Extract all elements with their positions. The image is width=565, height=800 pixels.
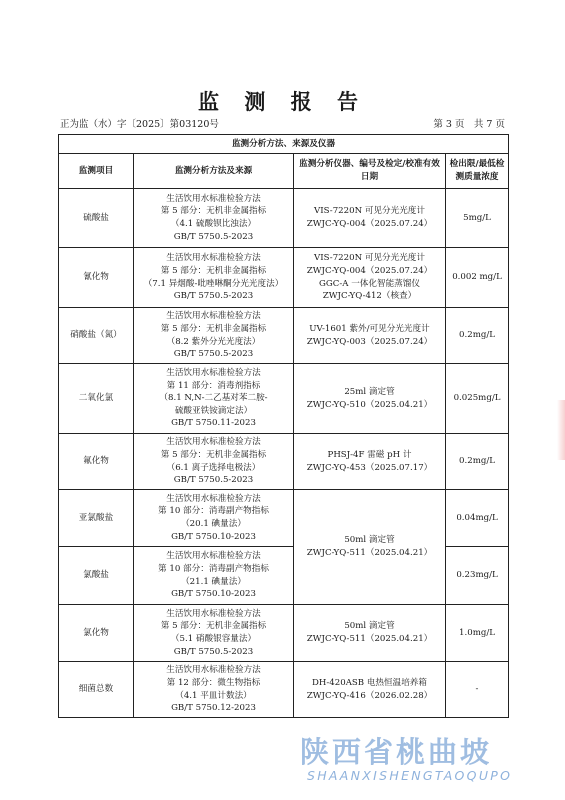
cell-method xyxy=(134,189,294,248)
method-line: 第 5 部分：无机非金属指标 xyxy=(160,323,267,334)
watermark-pinyin: SHAANXISHENGTAOQUPO xyxy=(307,768,513,783)
table-row xyxy=(59,490,509,547)
cell-instrument xyxy=(294,605,446,662)
header-item: 监测项目 xyxy=(59,154,134,189)
table-row xyxy=(59,434,509,490)
instrument-line: VIS-7220N 可见分光光度计 xyxy=(314,253,425,264)
table-row xyxy=(59,189,509,248)
cell-item: 氟化物 xyxy=(59,434,134,490)
method-line: GB/T 5750.5-2023 xyxy=(173,475,254,486)
cell-item: 氰化物 xyxy=(59,248,134,308)
method-line: 第 5 部分：无机非金属指标 xyxy=(160,621,267,632)
cell-method xyxy=(134,434,294,490)
header-instrument: 监测分析仪器、编号及检定/校准有效日期 xyxy=(294,154,446,189)
cell-limit: - xyxy=(446,662,509,718)
cell-instrument xyxy=(294,308,446,364)
cell-instrument xyxy=(294,364,446,434)
instrument-line: ZWJC-YQ-416（2026.02.28） xyxy=(306,690,433,701)
method-line: 第 11 部分：消毒剂指标 xyxy=(166,380,261,391)
instrument-line: UV-1601 紫外/可见分光光度计 xyxy=(309,323,430,334)
method-line: 生活饮用水标准检验方法 xyxy=(166,608,261,619)
table-row xyxy=(59,248,509,308)
cell-limit: 0.2mg/L xyxy=(446,434,509,490)
cell-instrument xyxy=(294,662,446,718)
cell-method xyxy=(134,364,294,434)
table-row xyxy=(59,364,509,434)
cell-item: 二氧化氯 xyxy=(59,364,134,434)
cell-limit: 0.025mg/L xyxy=(446,364,509,434)
method-line: 第 5 部分：无机非金属指标 xyxy=(160,206,267,217)
method-line: （21.1 碘量法） xyxy=(181,576,246,587)
document-number: 正为监（水）字〔2025〕第03120号 xyxy=(60,119,219,130)
method-line: 生活饮用水标准检验方法 xyxy=(166,437,261,448)
cell-item: 亚氯酸盐 xyxy=(59,490,134,547)
table-caption: 监测分析方法、来源及仪器 xyxy=(59,135,509,154)
cell-item: 硝酸盐（氮） xyxy=(59,308,134,364)
instrument-line: GGC-A 一体化智能蒸馏仪 xyxy=(319,278,420,289)
cell-instrument-merged xyxy=(294,490,446,605)
method-line: GB/T 5750.10-2023 xyxy=(171,589,256,600)
cell-limit: 5mg/L xyxy=(446,189,509,248)
instrument-line: ZWJC-YQ-510（2025.04.21） xyxy=(306,399,433,410)
method-line: GB/T 5750.5-2023 xyxy=(173,646,254,657)
cell-limit: 1.0mg/L xyxy=(446,605,509,662)
instrument-line: ZWJC-YQ-511（2025.04.21） xyxy=(306,634,433,644)
method-line: GB/T 5750.11-2023 xyxy=(171,418,256,429)
method-line: GB/T 5750.5-2023 xyxy=(173,349,254,360)
instrument-line: ZWJC-YQ-003（2025.07.24） xyxy=(306,336,433,347)
cell-item: 硫酸盐 xyxy=(59,189,134,248)
header-limit: 检出限/最低检测质量浓度 xyxy=(446,154,509,189)
table-row xyxy=(59,308,509,364)
method-line: 第 10 部分：消毒副产物指标 xyxy=(158,506,269,517)
watermark-chinese: 陕西省桃曲坡 xyxy=(300,735,493,769)
method-line: 生活饮用水标准检验方法 xyxy=(166,665,261,676)
method-line: （4.1 硫酸钡比浊法） xyxy=(170,219,257,229)
method-line: 硫酸亚铁铵滴定法） xyxy=(174,405,253,416)
instrument-line: ZWJC-YQ-453（2025.07.17） xyxy=(306,462,433,473)
method-line: 生活饮用水标准检验方法 xyxy=(166,311,261,322)
instrument-line: ZWJC-YQ-412（核查） xyxy=(322,291,417,302)
instrument-line: DH-420ASB 电热恒温培养箱 xyxy=(312,677,427,688)
method-line: （8.1 N,N-二乙基对苯二胺- xyxy=(159,393,268,404)
instrument-line: ZWJC-YQ-004（2025.07.24） xyxy=(306,219,433,229)
cell-method xyxy=(134,547,294,605)
cell-method xyxy=(134,605,294,662)
cell-limit: 0.002 mg/L xyxy=(446,248,509,308)
cell-item: 细菌总数 xyxy=(59,662,134,718)
cell-method xyxy=(134,490,294,547)
method-line: （8.2 紫外分光光度法） xyxy=(166,336,261,347)
method-line: 第 10 部分：消毒副产物指标 xyxy=(158,563,269,574)
methods-table xyxy=(58,134,509,718)
method-line: GB/T 5750.12-2023 xyxy=(171,703,256,714)
seal-edge-mark xyxy=(557,400,565,460)
method-line: 生活饮用水标准检验方法 xyxy=(166,368,261,379)
instrument-line: ZWJC-YQ-511（2025.04.21） xyxy=(306,548,433,558)
table-header-row xyxy=(59,154,509,189)
method-line: GB/T 5750.10-2023 xyxy=(171,531,256,542)
method-line: GB/T 5750.5-2023 xyxy=(173,231,254,242)
report-title: 监 测 报 告 xyxy=(198,89,367,114)
method-line: （5.1 硝酸银容量法） xyxy=(170,634,257,644)
table-row xyxy=(59,605,509,662)
header-method: 监测分析方法及来源 xyxy=(134,154,294,189)
instrument-line: PHSJ-4F 雷磁 pH 计 xyxy=(327,449,412,460)
method-line: （20.1 碘量法） xyxy=(181,519,246,529)
instrument-line: 25ml 滴定管 xyxy=(344,386,395,397)
cell-method xyxy=(134,662,294,718)
cell-instrument xyxy=(294,248,446,308)
method-line: 第 12 部分：微生物指标 xyxy=(166,677,261,688)
cell-limit: 0.04mg/L xyxy=(446,490,509,547)
cell-instrument xyxy=(294,434,446,490)
page-indicator: 第 3 页 共 7 页 xyxy=(433,119,505,130)
method-line: 生活饮用水标准检验方法 xyxy=(166,493,261,504)
method-line: 生活饮用水标准检验方法 xyxy=(166,253,261,264)
cell-item: 氯化物 xyxy=(59,605,134,662)
method-line: 第 5 部分：无机非金属指标 xyxy=(160,449,267,460)
cell-method xyxy=(134,308,294,364)
cell-item: 氯酸盐 xyxy=(59,547,134,605)
method-line: GB/T 5750.5-2023 xyxy=(173,291,254,302)
instrument-line: VIS-7220N 可见分光光度计 xyxy=(314,206,425,217)
method-line: 第 5 部分：无机非金属指标 xyxy=(160,265,267,276)
method-line: 生活饮用水标准检验方法 xyxy=(166,193,261,204)
instrument-line: 50ml 滴定管 xyxy=(344,535,395,546)
cell-method xyxy=(134,248,294,308)
instrument-line: ZWJC-YQ-004（2025.07.24） xyxy=(306,265,433,276)
cell-limit: 0.2mg/L xyxy=(446,308,509,364)
method-line: （4.1 平皿计数法） xyxy=(175,690,252,701)
cell-instrument xyxy=(294,189,446,248)
method-line: 生活饮用水标准检验方法 xyxy=(166,551,261,562)
instrument-line: 50ml 滴定管 xyxy=(344,621,395,632)
methods-table-container xyxy=(58,134,508,718)
method-line: （6.1 离子选择电极法） xyxy=(166,462,261,473)
method-line: （7.1 异烟酸-吡唑啉酮分光光度法） xyxy=(143,278,284,289)
cell-limit: 0.23mg/L xyxy=(446,547,509,605)
table-row xyxy=(59,662,509,718)
